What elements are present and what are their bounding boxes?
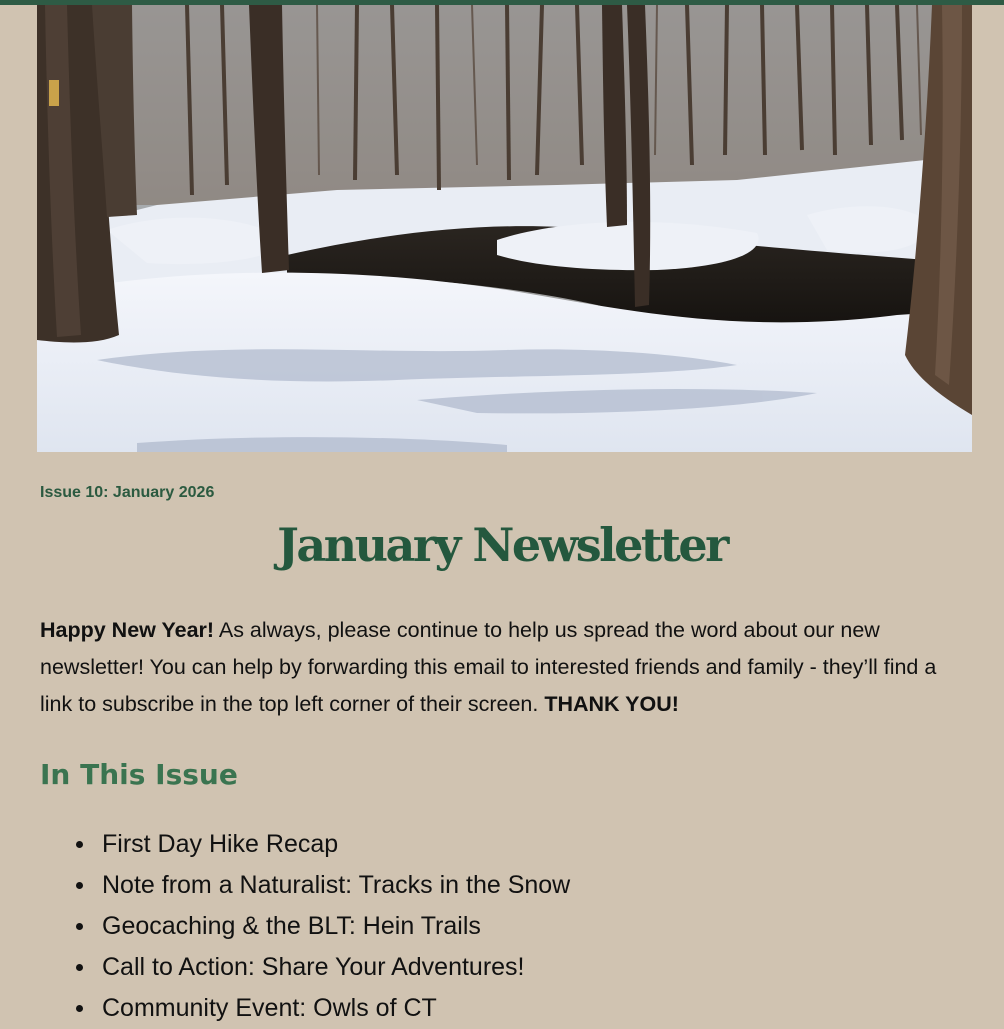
bullet-icon [76, 1005, 83, 1012]
bullet-icon [76, 964, 83, 971]
list-item-label: Community Event: Owls of CT [102, 994, 437, 1022]
bullet-icon [76, 923, 83, 930]
intro-greeting: Happy New Year! [40, 618, 215, 642]
newsletter-title: January Newsletter [277, 518, 727, 572]
list-item-label: Call to Action: Share Your Adventures! [102, 953, 525, 981]
list-item[interactable] [58, 824, 958, 865]
issue-label: Issue 10: January 2026 [40, 484, 215, 501]
intro-thanks: THANK YOU! [544, 692, 679, 716]
list-item[interactable] [58, 988, 958, 1029]
list-item[interactable] [58, 947, 958, 988]
bullet-icon [76, 882, 83, 889]
intro-paragraph [40, 612, 970, 723]
list-item-label: Note from a Naturalist: Tracks in the Snow [102, 871, 571, 899]
bullet-icon [76, 841, 83, 848]
list-item-label: First Day Hike Recap [102, 830, 339, 858]
list-item[interactable] [58, 865, 958, 906]
in-this-issue-list [58, 824, 958, 1029]
list-item-label: Geocaching & the BLT: Hein Trails [102, 912, 481, 940]
intro-body: As always, please continue to help us spread the word about our new newsletter! You can help by forwarding this email to interested friends and family - they’ll find a link to subscribe in the top left corner of their screen. [40, 618, 937, 716]
list-item[interactable] [58, 906, 958, 947]
in-this-issue-heading: In This Issue [40, 758, 238, 791]
hero-image-snowy-forest-stream [37, 5, 972, 452]
